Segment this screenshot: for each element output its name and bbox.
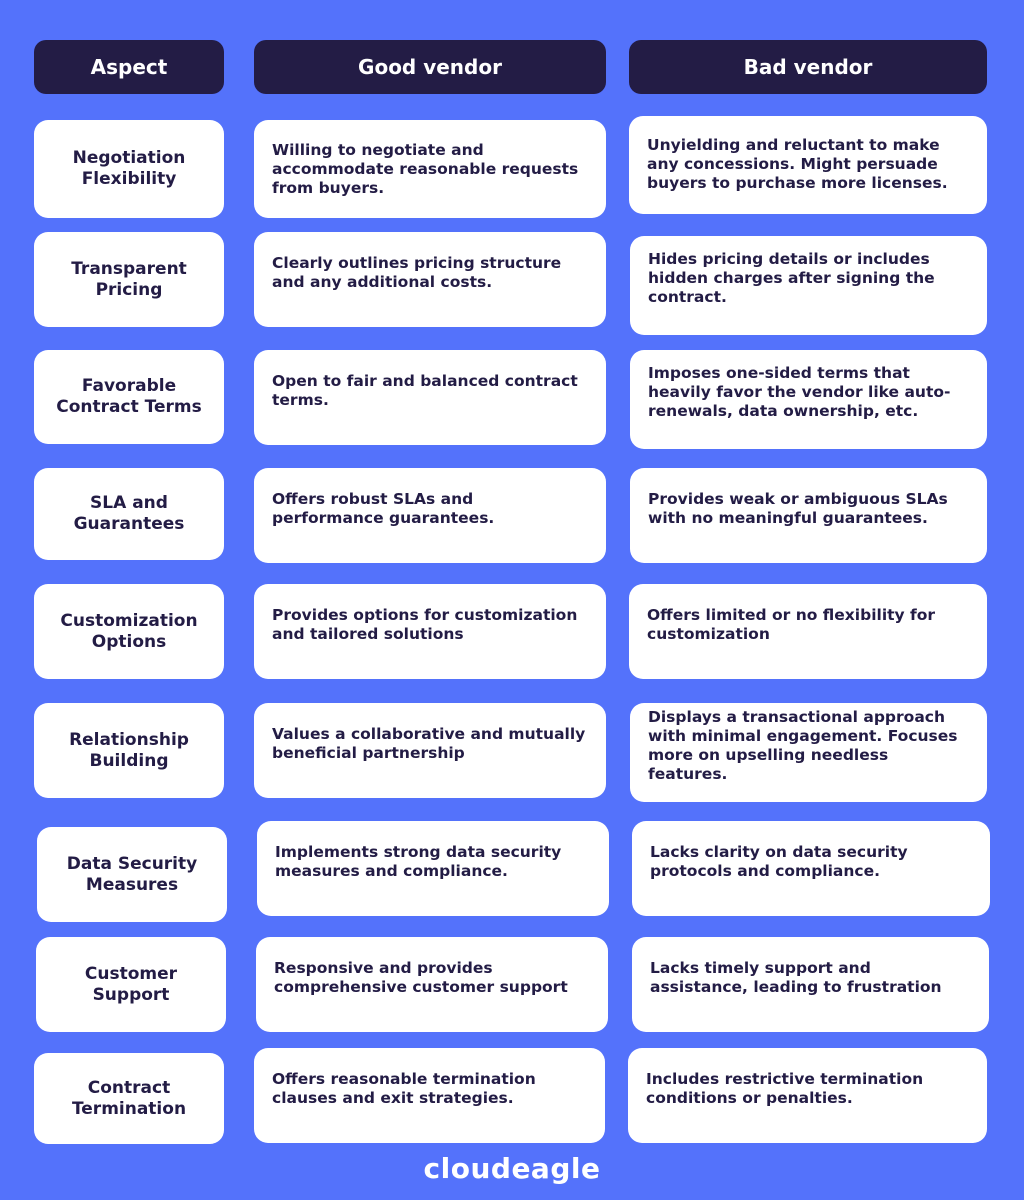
bad-vendor-text: Imposes one-sided terms that heavily favor the vendor like auto-renewals, data ownership, etc. (648, 364, 951, 420)
bad-vendor-cell (632, 821, 990, 916)
bad-vendor-cell (630, 236, 987, 335)
bad-vendor-cell (629, 116, 987, 214)
header-aspect: Aspect (34, 40, 224, 94)
good-vendor-cell (254, 468, 606, 563)
good-vendor-text: Implements strong data security measures and compliance. (275, 842, 562, 880)
good-vendor-cell (254, 120, 606, 218)
good-vendor-cell (254, 350, 606, 445)
bad-vendor-cell (630, 468, 987, 563)
header-good-vendor: Good vendor (254, 40, 606, 94)
bad-vendor-text: Provides weak or ambiguous SLAs with no meaningful guarantees. (648, 489, 948, 527)
good-vendor-cell (256, 937, 608, 1032)
aspect-cell (34, 120, 224, 218)
aspect-label: Customer Support (84, 963, 178, 1005)
good-vendor-text: Willing to negotiate and accommodate reasonable requests from buyers. (272, 140, 579, 197)
aspect-cell (34, 584, 224, 679)
aspect-cell (36, 937, 226, 1032)
bad-vendor-cell (630, 703, 987, 802)
good-vendor-cell (257, 821, 609, 916)
aspect-cell (34, 232, 224, 327)
bad-vendor-text: Lacks clarity on data security protocols and compliance. (650, 842, 908, 880)
good-vendor-text: Offers robust SLAs and performance guarantees. (272, 489, 495, 527)
aspect-cell (34, 703, 224, 798)
good-vendor-text: Offers reasonable termination clauses and exit strategies. (272, 1069, 536, 1107)
bad-vendor-text: Hides pricing details or includes hidden charges after signing the contract. (648, 250, 935, 306)
aspect-label: Favorable Contract Terms (56, 376, 202, 417)
good-vendor-cell (254, 1048, 605, 1143)
bad-vendor-text: Includes restrictive termination conditions or penalties. (646, 1069, 924, 1107)
good-vendor-text: Values a collaborative and mutually beneficial partnership (272, 724, 586, 762)
aspect-label: Contract Termination (71, 1077, 187, 1119)
bad-vendor-cell (628, 1048, 987, 1143)
bad-vendor-cell (630, 350, 987, 449)
good-vendor-text: Open to fair and balanced contract terms. (272, 371, 578, 409)
bad-vendor-cell (629, 584, 987, 679)
good-vendor-cell (254, 584, 606, 679)
header-bad-vendor: Bad vendor (629, 40, 987, 94)
good-vendor-text: Responsive and provides comprehensive customer support (274, 958, 568, 996)
good-vendor-cell (254, 232, 606, 327)
bad-vendor-text: Unyielding and reluctant to make any concessions. Might persuade buyers to purchase more licenses. (647, 135, 948, 192)
aspect-label: SLA and Guarantees (73, 493, 185, 534)
aspect-cell (34, 350, 224, 444)
good-vendor-text: Clearly outlines pricing structure and any additional costs. (272, 253, 562, 291)
aspect-label: Customization Options (60, 610, 198, 652)
cloudeagle-logo: cloudeagle (423, 1152, 601, 1185)
aspect-cell (34, 468, 224, 560)
good-vendor-text: Provides options for customization and tailored solutions (272, 605, 578, 643)
aspect-label: Data Security Measures (66, 853, 198, 895)
aspect-cell (37, 827, 227, 922)
bad-vendor-cell (632, 937, 989, 1032)
good-vendor-cell (254, 703, 606, 798)
aspect-label: Transparent Pricing (71, 258, 187, 300)
aspect-label: Relationship Building (69, 729, 189, 771)
aspect-label: Negotiation Flexibility (72, 148, 186, 189)
bad-vendor-text: Offers limited or no flexibility for customization (647, 605, 936, 643)
bad-vendor-text: Displays a transactional approach with minimal engagement. Focuses more on upselling needless features. (648, 707, 958, 783)
bad-vendor-text: Lacks timely support and assistance, leading to frustration (650, 958, 942, 996)
aspect-cell (34, 1053, 224, 1144)
